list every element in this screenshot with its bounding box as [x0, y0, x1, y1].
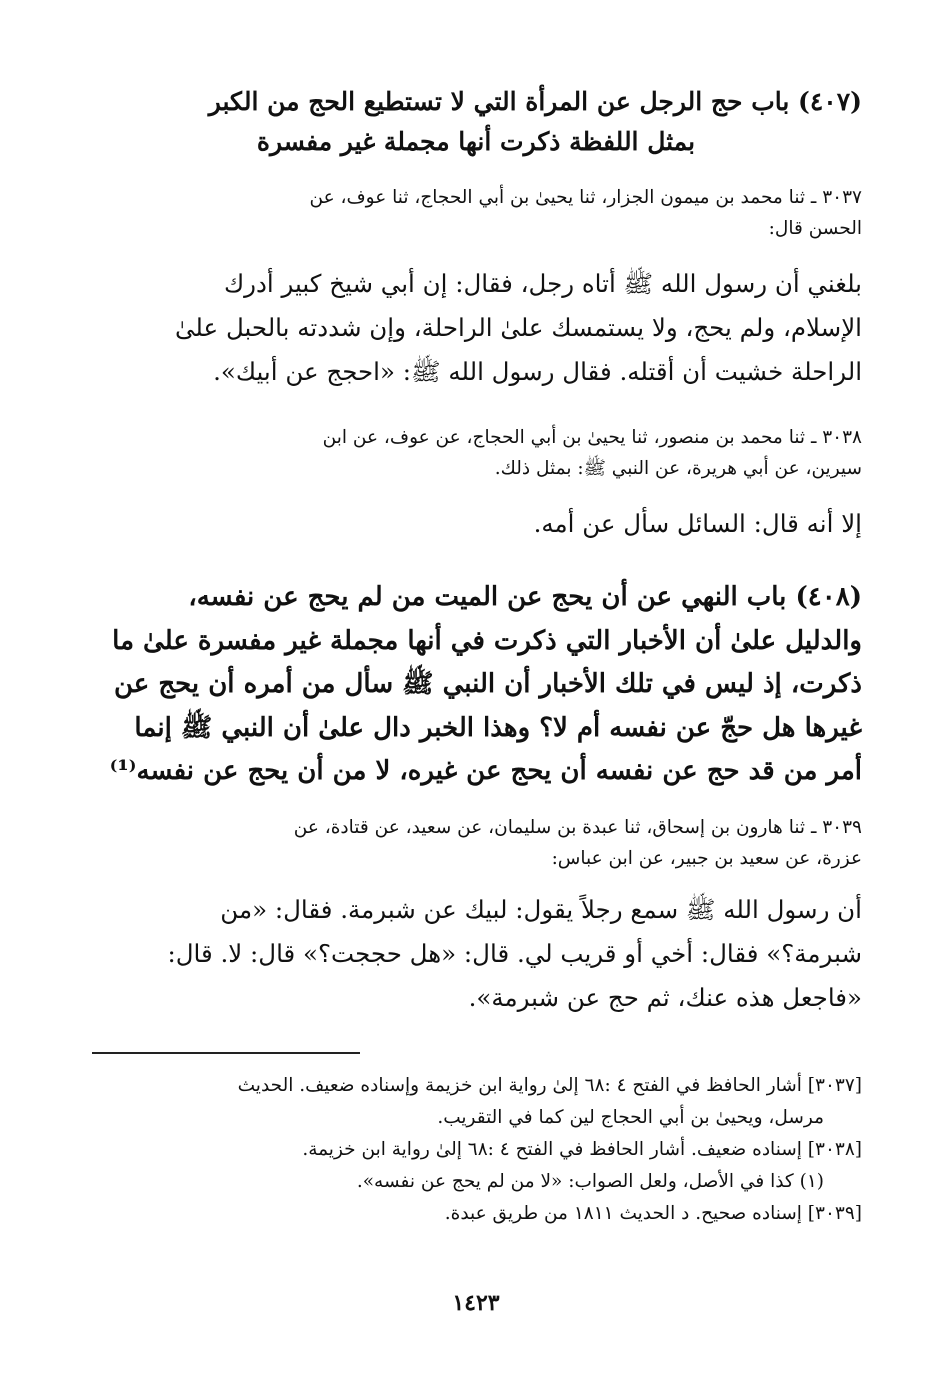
matn-line: الراحلة خشيت أن أقتله. فقال رسول الله ﷺ: «احجج عن أبيك».	[213, 357, 862, 386]
footnote-divider	[92, 1052, 360, 1054]
hadith-3037-isnad	[90, 182, 862, 244]
page-number: ١٤٢٣	[452, 1290, 500, 1316]
isnad-line: سيرين، عن أبي هريرة، عن النبي ﷺ: بمثل ذلك.	[494, 458, 862, 479]
matn-line: شبرمة؟» فقال: أخي أو قريب لي. قال: «هل حججت؟» قال: لا. قال:	[167, 939, 862, 968]
matn-line: أن رسول الله ﷺ سمع رجلاً يقول: لبيك عن شبرمة. فقال: «من	[220, 895, 862, 924]
chapter-heading-line: والدليل علىٰ أن الأخبار التي ذكرت في أنها مجملة غير مفسرة علىٰ ما	[112, 625, 862, 656]
footnote-line: مرسل، ويحيىٰ بن أبي الحجاج لين كما في التقريب.	[437, 1107, 824, 1128]
hadith-3039-matn	[90, 888, 862, 1020]
chapter-heading-line: بمثل اللفظة ذكرت أنها مجملة غير مفسرة	[256, 127, 696, 156]
chapter-heading-line: ذكرت، إذ ليس في تلك الأخبار أن النبي ﷺ سأل من أمره أن يحج عن	[113, 669, 862, 699]
matn-line: بلغني أن رسول الله ﷺ أتاه رجل، فقال: إن أبي شيخ كبير أدرك	[223, 269, 862, 298]
chapter-heading-407	[90, 82, 862, 162]
chapter-heading-line: (٤٠٧) باب حج الرجل عن المرأة التي لا تستطيع الحج من الكبر	[208, 87, 862, 116]
isnad-line: ٣٠٣٩ ـ ثنا هارون بن إسحاق، ثنا عبدة بن سليمان، عن سعيد، عن قتادة، عن	[293, 817, 862, 838]
matn-line: إلا أنه قال: السائل سأل عن أمه.	[533, 509, 862, 538]
isnad-line: عزرة، عن سعيد بن جبير، عن ابن عباس:	[551, 848, 862, 869]
footnote-line: [٣٠٣٨] إسناده ضعيف. أشار الحافظ في الفتح ٤ :٦٨ إلىٰ رواية ابن خزيمة.	[302, 1139, 862, 1160]
chapter-heading-408	[90, 576, 862, 794]
footnotes	[90, 1070, 862, 1230]
chapter-heading-line: غيرها هل حجّ عن نفسه أم لا؟ وهذا الخبر دال علىٰ أن النبي ﷺ إنما	[134, 712, 862, 743]
hadith-3039-isnad	[90, 812, 862, 874]
isnad-line: ٣٠٣٧ ـ ثنا محمد بن ميمون الجزار، ثنا يحيىٰ بن أبي الحجاج، ثنا عوف، عن	[309, 187, 862, 208]
hadith-3038-matn	[90, 502, 862, 546]
chapter-heading-line: (٤٠٨) باب النهي عن أن يحج عن الميت من لم يحج عن نفسه،	[188, 582, 862, 612]
isnad-line: الحسن قال:	[768, 218, 862, 239]
hadith-3038-isnad	[90, 422, 862, 484]
hadith-3037-matn	[90, 262, 862, 394]
matn-line: الإسلام، ولم يحج، ولا يستمسك علىٰ الراحلة، وإن شددته بالحبل علىٰ	[175, 313, 862, 342]
matn-line: «فاجعل هذه عنك، ثم حج عن شبرمة».	[468, 983, 862, 1012]
isnad-line: ٣٠٣٨ ـ ثنا محمد بن منصور، ثنا يحيىٰ بن أبي الحجاج، عن عوف، عن ابن	[322, 427, 862, 448]
footnote-line: [٣٠٣٩] إسناده صحيح. د الحديث ١٨١١ من طريق عبدة.	[444, 1203, 862, 1224]
chapter-heading-line: أمر من قد حج عن نفسه أن يحج عن غيره، لا من أن يحج عن نفسه⁽¹⁾	[109, 756, 862, 786]
footnote-line: [٣٠٣٧] أشار الحافظ في الفتح ٤ :٦٨ إلىٰ رواية ابن خزيمة وإسناده ضعيف. الحديث	[237, 1075, 862, 1096]
footnote-line: (١) كذا في الأصل، ولعل الصواب: «لا من لم يحج عن نفسه».	[356, 1171, 824, 1192]
